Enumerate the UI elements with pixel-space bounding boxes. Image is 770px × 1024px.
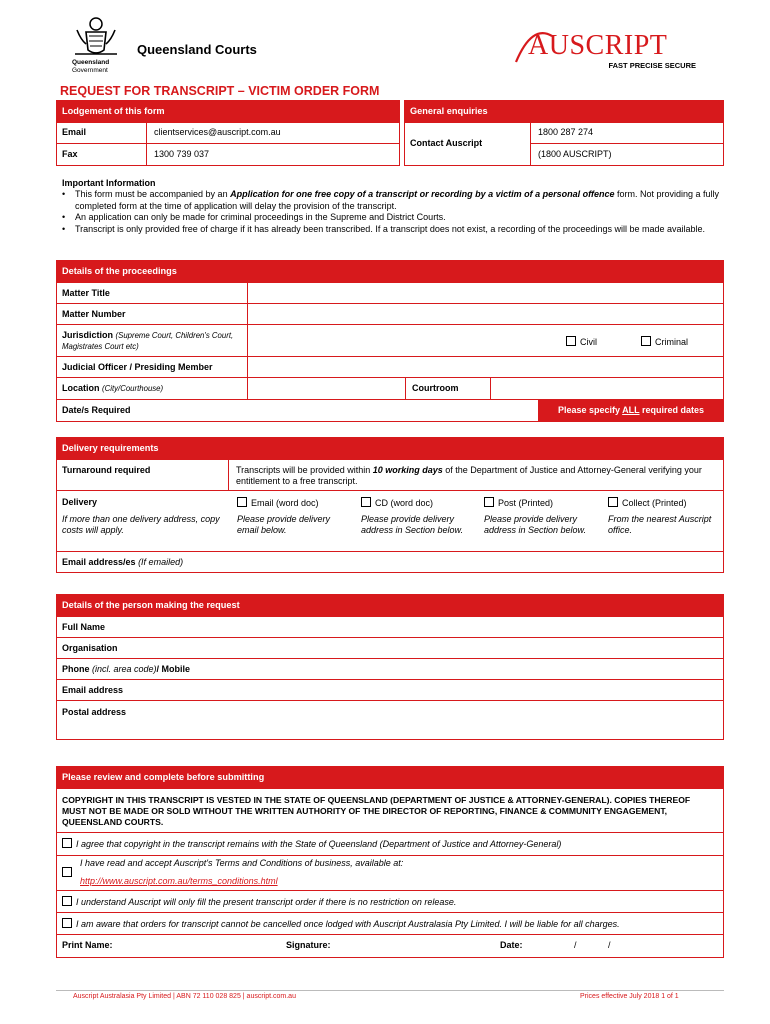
- civil-option[interactable]: Civil: [566, 336, 597, 347]
- enquiries-heading: General enquiries: [404, 100, 724, 122]
- important-item-1: • This form must be accompanied by an Application for one free copy of a transcript or recording by a victim of a personal offence form. Not providing a fully completed form at the time of application will delay the provision of the transcript.: [58, 189, 724, 212]
- qld-line1: Queensland: [72, 59, 110, 66]
- phone2: (1800 AUSCRIPT): [538, 149, 612, 159]
- agree-terms-checkbox-wrap[interactable]: [62, 867, 76, 878]
- copyright-notice: COPYRIGHT IN THIS TRANSCRIPT IS VESTED IN THE STATE OF QUEENSLAND (DEPARTMENT OF JUSTICE & ATTORNEY-GENERAL). COPIES THEREOF MUST NOT BE MADE OR SOLD WITHOUT THE WRITTEN AUTHORITY OF THE DIRECTOR OF REPORTING, FINANCE & COMMUNITY ENGAGEMENT, QUEENSLAND COURTS.: [62, 795, 691, 827]
- review-heading: Please review and complete before submitting: [56, 766, 724, 788]
- email-checkbox[interactable]: [237, 497, 247, 507]
- turnaround-label: Turnaround required: [62, 465, 151, 475]
- email-addresses-label: Email address/es (If emailed): [62, 557, 184, 567]
- footer-right: Prices effective July 2018 1 of 1: [580, 993, 679, 1000]
- phone-label: Phone (incl. area code)/ Mobile: [62, 664, 191, 674]
- collect-option-note: From the nearest Auscript office.: [608, 514, 712, 535]
- lodgement-heading: Lodgement of this form: [56, 100, 400, 122]
- email-option-note: Please provide delivery email below.: [237, 514, 331, 535]
- criminal-checkbox[interactable]: [641, 336, 651, 346]
- postal-address-label: Postal address: [62, 707, 127, 717]
- post-option-note: Please provide delivery address in Section below.: [484, 514, 587, 535]
- organisation-label: Organisation: [62, 643, 118, 653]
- post-checkbox[interactable]: [484, 497, 494, 507]
- print-name-field[interactable]: [125, 935, 280, 957]
- important-heading: Important Information: [62, 178, 156, 188]
- date-label: Date:: [500, 940, 523, 950]
- collect-option[interactable]: Collect (Printed): [608, 497, 687, 508]
- fax-label: Fax: [62, 149, 78, 159]
- organisation-field[interactable]: [200, 638, 723, 658]
- agree-terms-checkbox[interactable]: [62, 867, 72, 877]
- courtroom-field[interactable]: [491, 378, 723, 398]
- judicial-officer-field[interactable]: [248, 357, 723, 377]
- date-sep-2: /: [608, 940, 611, 950]
- contact-label: Contact Auscript: [410, 138, 483, 148]
- cd-option[interactable]: CD (word doc): [361, 497, 433, 508]
- proceedings-heading: Details of the proceedings: [56, 260, 724, 282]
- qld-government-logo: [68, 14, 126, 74]
- agree-restriction-checkbox[interactable]: [62, 896, 72, 906]
- agree-terms: I have read and accept Auscript's Terms and Conditions of business, available at:: [80, 858, 404, 868]
- cd-checkbox[interactable]: [361, 497, 371, 507]
- signature-field[interactable]: [340, 935, 490, 957]
- footer-divider: [56, 990, 724, 991]
- phone1: 1800 287 274: [538, 127, 594, 137]
- email-value: clientservices@auscript.com.au: [154, 127, 281, 137]
- auscript-tagline: FAST PRECISE SECURE: [608, 61, 696, 70]
- delivery-heading: Delivery requirements: [56, 437, 724, 459]
- postal-address-field[interactable]: [200, 701, 723, 739]
- date-field[interactable]: [530, 935, 722, 957]
- phone-field[interactable]: [220, 659, 723, 679]
- agree-liability-checkbox[interactable]: [62, 918, 72, 928]
- agree-restriction[interactable]: I understand Auscript will only fill the present transcript order if there is no restriction on release.: [62, 896, 717, 907]
- collect-checkbox[interactable]: [608, 497, 618, 507]
- full-name-label: Full Name: [62, 622, 106, 632]
- email-address-label: Email address: [62, 685, 124, 695]
- delivery-label: Delivery: [62, 497, 98, 507]
- important-list: [58, 189, 724, 235]
- full-name-field[interactable]: [200, 617, 723, 637]
- terms-link[interactable]: http://www.auscript.com.au/terms_conditions.html: [80, 876, 278, 886]
- print-name-label: Print Name:: [62, 940, 113, 950]
- important-item-3: • Transcript is only provided free of charge if it has already been transcribed. If a transcript does not exist, a recording of the proceedings will be made available.: [58, 224, 724, 236]
- auscript-logo: [514, 28, 700, 72]
- qld-line2: Government: [72, 67, 108, 74]
- date-sep-1: /: [574, 940, 577, 950]
- courts-title: Queensland Courts: [137, 42, 257, 57]
- post-option[interactable]: Post (Printed): [484, 497, 553, 508]
- location-label: Location (City/Courthouse): [62, 383, 164, 393]
- agree-copyright-checkbox[interactable]: [62, 838, 72, 848]
- matter-title-field[interactable]: [248, 283, 723, 303]
- courtroom-label: Courtroom: [412, 383, 459, 393]
- coat-of-arms-icon: [73, 14, 119, 58]
- cd-option-note: Please provide delivery address in Section below.: [361, 514, 464, 535]
- turnaround-text: Transcripts will be provided within 10 working days of the Department of Justice and Attorney-General verifying your entitlement to a free transcript.: [236, 465, 702, 486]
- civil-checkbox[interactable]: [566, 336, 576, 346]
- criminal-option[interactable]: Criminal: [641, 336, 688, 347]
- footer-left: Auscript Australasia Pty Limited | ABN 72 110 028 825 | auscript.com.au: [73, 993, 296, 1000]
- email-label: Email: [62, 127, 87, 137]
- delivery-note: If more than one delivery address, copy costs will apply.: [62, 514, 220, 535]
- matter-title-label: Matter Title: [62, 288, 110, 298]
- important-item-2: • An application can only be made for criminal proceedings in the Supreme and District Courts.: [58, 212, 724, 224]
- email-addresses-field[interactable]: [230, 552, 723, 572]
- judicial-officer-label: Judicial Officer / Presiding Member: [62, 362, 213, 372]
- agree-liability[interactable]: I am aware that orders for transcript cannot be cancelled once lodged with Auscript Australasia Pty Limited. I will be liable for all charges.: [62, 918, 722, 929]
- matter-number-label: Matter Number: [62, 309, 126, 319]
- email-address-field[interactable]: [200, 680, 723, 700]
- signature-label: Signature:: [286, 940, 331, 950]
- agree-copyright[interactable]: I agree that copyright in the transcript remains with the State of Queensland (Department of Justice and Attorney-General): [62, 838, 717, 849]
- email-option[interactable]: Email (word doc): [237, 497, 319, 508]
- jurisdiction-label: Jurisdiction (Supreme Court, Children's Court, Magistrates Court etc): [62, 330, 234, 351]
- jurisdiction-note: (Supreme Court, Children's Court, Magistrates Court etc): [62, 331, 234, 351]
- location-field[interactable]: [248, 378, 404, 398]
- dates-note: Please specify ALL required dates: [538, 399, 724, 422]
- dates-label: Date/s Required: [62, 405, 131, 415]
- auscript-wordmark: AUSCRIPT: [528, 30, 668, 61]
- form-title: REQUEST FOR TRANSCRIPT – VICTIM ORDER FORM: [60, 84, 380, 98]
- matter-number-field[interactable]: [248, 304, 723, 324]
- fax-value: 1300 739 037: [154, 149, 210, 159]
- dates-field[interactable]: [248, 400, 538, 421]
- requester-heading: Details of the person making the request: [56, 594, 724, 616]
